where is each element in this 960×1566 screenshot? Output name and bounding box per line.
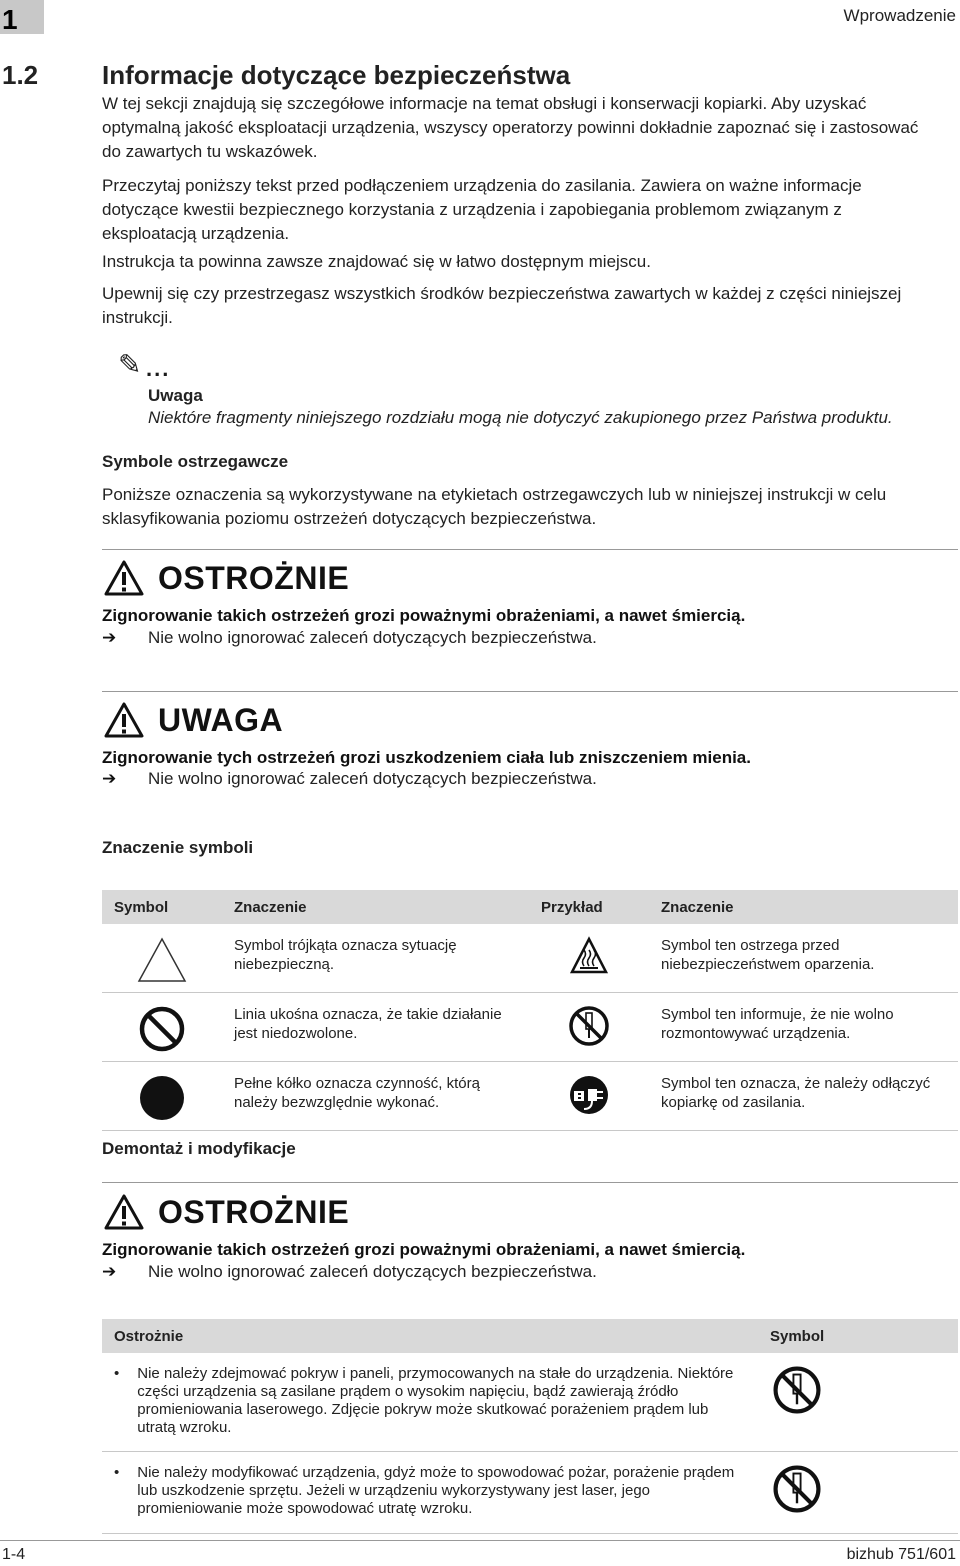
no-disassembly-icon bbox=[772, 1365, 822, 1415]
arrow-icon: ➔ bbox=[102, 769, 117, 788]
table-row bbox=[102, 924, 958, 993]
col-header-example: Przykład bbox=[529, 890, 649, 924]
divider bbox=[102, 549, 958, 550]
warning-bold-text: Zignorowanie takich ostrzeżeń grozi poważnymi obrażeniami, a nawet śmiercią. bbox=[102, 1240, 746, 1259]
note-title: Uwaga bbox=[148, 386, 203, 405]
warning-triangle-icon bbox=[104, 702, 144, 738]
example-meaning-text: Symbol ten ostrzega przed niebezpieczeństwem oparzenia. bbox=[649, 924, 958, 993]
disassembly-table bbox=[102, 1319, 958, 1534]
col-header-symbol: Symbol bbox=[758, 1319, 958, 1353]
warning-bold-text: Zignorowanie takich ostrzeżeń grozi poważnymi obrażeniami, a nawet śmiercią. bbox=[102, 606, 746, 625]
note-dots: ... bbox=[146, 356, 171, 381]
warning-symbols-heading: Symbole ostrzegawcze bbox=[102, 452, 289, 471]
table-header-row bbox=[102, 890, 958, 924]
arrow-icon: ➔ bbox=[102, 1262, 117, 1281]
meaning-text: Pełne kółko oznacza czynność, którą należy bezwzględnie wykonać. bbox=[222, 1062, 529, 1131]
caution-text: Nie należy modyfikować urządzenia, gdyż może to spowodować pożar, porażenie prądem lub uszkodzenie sprzętu. Jeżeli w urządzeniu wykorzystywany jest laser, jego promieniowanie może spowodować utratę wzroku. bbox=[137, 1464, 735, 1517]
table-header-row bbox=[102, 1319, 958, 1353]
bullet: • bbox=[114, 1464, 120, 1481]
warning-symbols-text: Poniższe oznaczenia są wykorzystywane na etykietach ostrzegawczych lub w niniejszej instrukcji w celu sklasyfikowania poziomu ostrzeżeń dotyczących bezpieczeństwa. bbox=[102, 485, 887, 528]
keep-manual-paragraph: Instrukcja ta powinna zawsze znajdować się w łatwo dostępnym miejscu. bbox=[102, 252, 651, 271]
unplug-icon bbox=[568, 1074, 610, 1116]
caution-title: UWAGA bbox=[158, 702, 284, 738]
arrow-icon: ➔ bbox=[102, 628, 117, 647]
footer-divider bbox=[0, 1540, 960, 1541]
col-header-example-meaning: Znaczenie bbox=[649, 890, 958, 924]
divider bbox=[102, 1182, 958, 1183]
table-row bbox=[102, 993, 958, 1062]
warning-instruction: Nie wolno ignorować zaleceń dotyczących bezpieczeństwa. bbox=[148, 628, 597, 647]
intro-paragraph: W tej sekcji znajdują się szczegółowe informacje na temat obsługi i konserwacji kopiarki. Aby uzyskać optymalną jakość eksploatacji urządzenia, wszyscy operatorzy powinni dokładnie zapoznać się i zastosować do zawartych tu wskazówek. bbox=[102, 94, 919, 161]
table-row bbox=[102, 1452, 958, 1534]
filled-circle-icon bbox=[138, 1074, 186, 1122]
pencil-icon: ✎ bbox=[118, 349, 142, 380]
section-title: Informacje dotyczące bezpieczeństwa bbox=[102, 60, 571, 90]
table-row bbox=[102, 1353, 958, 1452]
col-header-meaning: Znaczenie bbox=[222, 890, 529, 924]
table-row bbox=[102, 1062, 958, 1131]
product-name: bizhub 751/601 bbox=[846, 1546, 956, 1563]
col-header-symbol: Symbol bbox=[102, 890, 222, 924]
hot-surface-warning-icon bbox=[569, 936, 609, 976]
page-number: 1-4 bbox=[2, 1546, 26, 1563]
symbols-table bbox=[102, 890, 958, 1131]
triangle-icon bbox=[136, 936, 188, 984]
meaning-text: Symbol trójkąta oznacza sytuację niebezpieczną. bbox=[222, 924, 529, 993]
prohibition-circle-icon bbox=[138, 1005, 186, 1053]
warning-title: OSTROŻNIE bbox=[158, 1194, 350, 1230]
example-meaning-text: Symbol ten informuje, że nie wolno rozmontowywać urządzenia. bbox=[649, 993, 958, 1062]
disassembly-heading: Demontaż i modyfikacje bbox=[102, 1139, 296, 1158]
warning-instruction: Nie wolno ignorować zaleceń dotyczących bezpieczeństwa. bbox=[148, 1262, 597, 1281]
no-disassembly-icon bbox=[568, 1005, 610, 1047]
warning-triangle-icon bbox=[104, 1194, 144, 1230]
caution-instruction: Nie wolno ignorować zaleceń dotyczących bezpieczeństwa. bbox=[148, 769, 597, 788]
section-number: 1.2 bbox=[2, 60, 39, 90]
caution-text: Nie należy zdejmować pokryw i paneli, przymocowanych na stałe do urządzenia. Niektóre części urządzenia są zasilane prądem o wysokim napięciu, bądź zawierają źródło promieniowania laserowego. Zdjęcie pokryw może skutkować porażeniem prądem lub utratą wzroku. bbox=[137, 1365, 734, 1436]
warning-triangle-icon bbox=[104, 560, 144, 596]
example-meaning-text: Symbol ten oznacza, że należy odłączyć kopiarkę od zasilania. bbox=[649, 1062, 958, 1131]
chapter-number: 1 bbox=[2, 4, 18, 35]
warning-title: OSTROŻNIE bbox=[158, 560, 350, 596]
col-header-caution: Ostrożnie bbox=[102, 1319, 758, 1353]
header-title: Wprowadzenie bbox=[843, 6, 956, 25]
note-text: Niektóre fragmenty niniejszego rozdziału mogą nie dotyczyć zakupionego przez Państwa produktu. bbox=[148, 408, 893, 427]
caution-bold-text: Zignorowanie tych ostrzeżeń grozi uszkodzeniem ciała lub zniszczeniem mienia. bbox=[102, 748, 751, 767]
bullet: • bbox=[114, 1365, 120, 1382]
no-disassembly-icon bbox=[772, 1464, 822, 1514]
observe-safety-paragraph: Upewnij się czy przestrzegasz wszystkich środków bezpieczeństwa zawartych w każdej z części niniejszej instrukcji. bbox=[102, 284, 902, 327]
symbols-meaning-heading: Znaczenie symboli bbox=[102, 838, 254, 857]
divider bbox=[102, 691, 958, 692]
read-before-paragraph: Przeczytaj poniższy tekst przed podłączeniem urządzenia do zasilania. Zawiera on ważne informacje dotyczące kwestii bezpiecznego korzystania z urządzenia i zapobiegania problemom związanym z eksploatacją urządzenia. bbox=[102, 176, 862, 243]
meaning-text: Linia ukośna oznacza, że takie działanie jest niedozwolone. bbox=[222, 993, 529, 1062]
